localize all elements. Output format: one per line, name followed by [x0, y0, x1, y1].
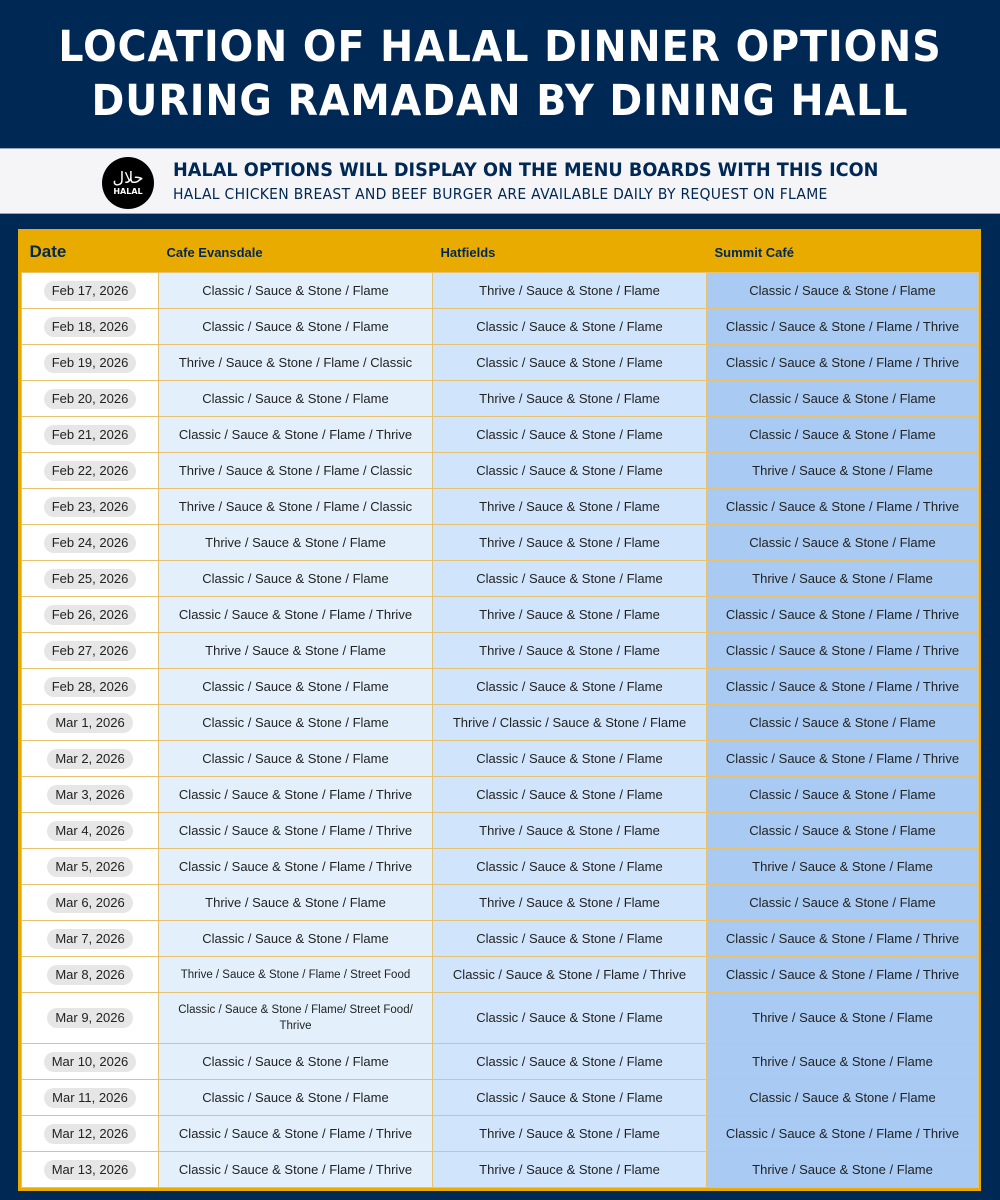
notice-headline: HALAL OPTIONS WILL DISPLAY ON THE MENU BOARDS WITH THIS ICON — [173, 159, 879, 181]
date-cell — [22, 885, 159, 921]
table-row — [22, 525, 979, 561]
date-pill: Mar 9, 2026 — [47, 1008, 132, 1028]
hatfields-cell: Classic / Sauce & Stone / Flame — [433, 993, 707, 1044]
evansdale-cell: Classic / Sauce & Stone / Flame — [159, 741, 433, 777]
table-row — [22, 993, 979, 1044]
date-pill: Mar 12, 2026 — [44, 1124, 137, 1144]
evansdale-cell: Thrive / Sauce & Stone / Flame / Classic — [159, 345, 433, 381]
date-cell — [22, 669, 159, 705]
date-pill: Feb 25, 2026 — [44, 569, 137, 589]
evansdale-cell: Thrive / Sauce & Stone / Flame / Street Food — [159, 957, 433, 993]
summit-cell: Classic / Sauce & Stone / Flame / Thrive — [707, 489, 979, 525]
table-row — [22, 309, 979, 345]
hatfields-cell: Thrive / Sauce & Stone / Flame — [433, 525, 707, 561]
hatfields-cell: Thrive / Sauce & Stone / Flame — [433, 273, 707, 309]
halal-notice — [0, 148, 1000, 214]
date-cell — [22, 453, 159, 489]
table-row — [22, 777, 979, 813]
summit-cell: Classic / Sauce & Stone / Flame — [707, 525, 979, 561]
hatfields-cell: Classic / Sauce & Stone / Flame — [433, 561, 707, 597]
evansdale-cell: Classic / Sauce & Stone / Flame/ Street Food/ Thrive — [159, 993, 433, 1044]
date-cell — [22, 1116, 159, 1152]
date-cell — [22, 381, 159, 417]
evansdale-cell: Classic / Sauce & Stone / Flame / Thrive — [159, 813, 433, 849]
date-cell — [22, 921, 159, 957]
date-cell — [22, 849, 159, 885]
table-row — [22, 633, 979, 669]
summit-cell: Classic / Sauce & Stone / Flame / Thrive — [707, 957, 979, 993]
date-pill: Feb 22, 2026 — [44, 461, 137, 481]
date-pill: Feb 23, 2026 — [44, 497, 137, 517]
evansdale-cell: Thrive / Sauce & Stone / Flame / Classic — [159, 489, 433, 525]
summit-cell: Thrive / Sauce & Stone / Flame — [707, 993, 979, 1044]
date-cell — [22, 561, 159, 597]
halal-icon-label: HALAL — [113, 187, 143, 196]
summit-cell: Classic / Sauce & Stone / Flame — [707, 885, 979, 921]
evansdale-cell: Classic / Sauce & Stone / Flame — [159, 1080, 433, 1116]
hatfields-cell: Classic / Sauce & Stone / Flame — [433, 741, 707, 777]
date-pill: Mar 8, 2026 — [47, 965, 132, 985]
summit-cell: Thrive / Sauce & Stone / Flame — [707, 849, 979, 885]
summit-cell: Thrive / Sauce & Stone / Flame — [707, 1044, 979, 1080]
date-cell — [22, 777, 159, 813]
evansdale-cell: Thrive / Sauce & Stone / Flame — [159, 525, 433, 561]
table-row — [22, 669, 979, 705]
date-cell — [22, 1152, 159, 1188]
date-cell — [22, 993, 159, 1044]
hatfields-cell: Thrive / Sauce & Stone / Flame — [433, 1116, 707, 1152]
table-row — [22, 597, 979, 633]
evansdale-cell: Classic / Sauce & Stone / Flame — [159, 921, 433, 957]
column-header-evansdale: Cafe Evansdale — [159, 232, 433, 273]
evansdale-cell: Classic / Sauce & Stone / Flame — [159, 309, 433, 345]
hatfields-cell: Thrive / Sauce & Stone / Flame — [433, 885, 707, 921]
hatfields-cell: Thrive / Sauce & Stone / Flame — [433, 1152, 707, 1188]
hatfields-cell: Classic / Sauce & Stone / Flame — [433, 345, 707, 381]
hatfields-cell: Classic / Sauce & Stone / Flame — [433, 309, 707, 345]
table-row — [22, 705, 979, 741]
date-pill: Feb 19, 2026 — [44, 353, 137, 373]
date-cell — [22, 489, 159, 525]
evansdale-cell: Classic / Sauce & Stone / Flame — [159, 669, 433, 705]
date-cell — [22, 1044, 159, 1080]
table-row — [22, 957, 979, 993]
summit-cell: Thrive / Sauce & Stone / Flame — [707, 561, 979, 597]
date-pill: Mar 7, 2026 — [47, 929, 132, 949]
column-header-summit: Summit Café — [707, 232, 979, 273]
evansdale-cell: Classic / Sauce & Stone / Flame / Thrive — [159, 1152, 433, 1188]
date-pill: Mar 6, 2026 — [47, 893, 132, 913]
date-pill: Feb 24, 2026 — [44, 533, 137, 553]
halal-icon-arabic: حلال — [112, 168, 144, 187]
date-cell — [22, 273, 159, 309]
hatfields-cell: Classic / Sauce & Stone / Flame — [433, 669, 707, 705]
page-title-line-2: DURING RAMADAN BY DINING HALL — [91, 76, 909, 126]
hatfields-cell: Thrive / Classic / Sauce & Stone / Flame — [433, 705, 707, 741]
summit-cell: Classic / Sauce & Stone / Flame — [707, 1080, 979, 1116]
table-row — [22, 1116, 979, 1152]
summit-cell: Classic / Sauce & Stone / Flame / Thrive — [707, 597, 979, 633]
date-pill: Feb 27, 2026 — [44, 641, 137, 661]
summit-cell: Thrive / Sauce & Stone / Flame — [707, 453, 979, 489]
table-row — [22, 813, 979, 849]
hatfields-cell: Classic / Sauce & Stone / Flame — [433, 453, 707, 489]
hatfields-cell: Classic / Sauce & Stone / Flame — [433, 1080, 707, 1116]
evansdale-cell: Classic / Sauce & Stone / Flame — [159, 705, 433, 741]
column-header-hatfields: Hatfields — [433, 232, 707, 273]
hatfields-cell: Classic / Sauce & Stone / Flame — [433, 777, 707, 813]
dining-schedule-table — [18, 229, 981, 1191]
table-row — [22, 741, 979, 777]
date-cell — [22, 1080, 159, 1116]
halal-icon — [102, 157, 154, 209]
summit-cell: Classic / Sauce & Stone / Flame / Thrive — [707, 633, 979, 669]
summit-cell: Classic / Sauce & Stone / Flame / Thrive — [707, 741, 979, 777]
summit-cell: Classic / Sauce & Stone / Flame / Thrive — [707, 921, 979, 957]
date-cell — [22, 525, 159, 561]
date-pill: Mar 10, 2026 — [44, 1052, 137, 1072]
date-cell — [22, 813, 159, 849]
table-row — [22, 417, 979, 453]
notice-subline: HALAL CHICKEN BREAST AND BEEF BURGER ARE AVAILABLE DAILY BY REQUEST ON FLAME — [173, 185, 828, 203]
hatfields-cell: Thrive / Sauce & Stone / Flame — [433, 813, 707, 849]
hatfields-cell: Classic / Sauce & Stone / Flame — [433, 921, 707, 957]
evansdale-cell: Classic / Sauce & Stone / Flame / Thrive — [159, 849, 433, 885]
summit-cell: Classic / Sauce & Stone / Flame / Thrive — [707, 1116, 979, 1152]
date-cell — [22, 345, 159, 381]
hatfields-cell: Classic / Sauce & Stone / Flame — [433, 1044, 707, 1080]
date-cell — [22, 309, 159, 345]
date-pill: Mar 11, 2026 — [44, 1088, 136, 1108]
table-row — [22, 849, 979, 885]
summit-cell: Classic / Sauce & Stone / Flame — [707, 273, 979, 309]
hatfields-cell: Thrive / Sauce & Stone / Flame — [433, 633, 707, 669]
hatfields-cell: Classic / Sauce & Stone / Flame — [433, 849, 707, 885]
summit-cell: Classic / Sauce & Stone / Flame / Thrive — [707, 345, 979, 381]
evansdale-cell: Thrive / Sauce & Stone / Flame — [159, 633, 433, 669]
table-row — [22, 489, 979, 525]
table-row — [22, 381, 979, 417]
hatfields-cell: Classic / Sauce & Stone / Flame — [433, 417, 707, 453]
table-row — [22, 885, 979, 921]
date-pill: Feb 21, 2026 — [44, 425, 137, 445]
table-row — [22, 1044, 979, 1080]
table-row — [22, 345, 979, 381]
date-pill: Mar 13, 2026 — [44, 1160, 137, 1180]
date-cell — [22, 705, 159, 741]
summit-cell: Classic / Sauce & Stone / Flame — [707, 813, 979, 849]
date-pill: Feb 26, 2026 — [44, 605, 137, 625]
date-cell — [22, 633, 159, 669]
table-row — [22, 921, 979, 957]
summit-cell: Classic / Sauce & Stone / Flame — [707, 777, 979, 813]
table-header-row — [22, 232, 979, 273]
evansdale-cell: Classic / Sauce & Stone / Flame — [159, 561, 433, 597]
table-row — [22, 1152, 979, 1188]
summit-cell: Classic / Sauce & Stone / Flame — [707, 705, 979, 741]
hatfields-cell: Classic / Sauce & Stone / Flame / Thrive — [433, 957, 707, 993]
date-pill: Mar 4, 2026 — [47, 821, 132, 841]
date-pill: Mar 5, 2026 — [47, 857, 132, 877]
date-pill: Feb 20, 2026 — [44, 389, 137, 409]
date-cell — [22, 741, 159, 777]
evansdale-cell: Thrive / Sauce & Stone / Flame — [159, 885, 433, 921]
evansdale-cell: Classic / Sauce & Stone / Flame — [159, 381, 433, 417]
summit-cell: Classic / Sauce & Stone / Flame / Thrive — [707, 669, 979, 705]
evansdale-cell: Classic / Sauce & Stone / Flame / Thrive — [159, 777, 433, 813]
hatfields-cell: Thrive / Sauce & Stone / Flame — [433, 381, 707, 417]
date-cell — [22, 957, 159, 993]
column-header-date: Date — [22, 232, 159, 273]
summit-cell: Classic / Sauce & Stone / Flame — [707, 381, 979, 417]
summit-cell: Thrive / Sauce & Stone / Flame — [707, 1152, 979, 1188]
table-row — [22, 273, 979, 309]
title-banner — [0, 0, 1000, 148]
table-row — [22, 1080, 979, 1116]
date-pill: Feb 17, 2026 — [44, 281, 137, 301]
date-cell — [22, 417, 159, 453]
date-pill: Mar 1, 2026 — [47, 713, 132, 733]
summit-cell: Classic / Sauce & Stone / Flame / Thrive — [707, 309, 979, 345]
evansdale-cell: Classic / Sauce & Stone / Flame — [159, 1044, 433, 1080]
evansdale-cell: Thrive / Sauce & Stone / Flame / Classic — [159, 453, 433, 489]
summit-cell: Classic / Sauce & Stone / Flame — [707, 417, 979, 453]
evansdale-cell: Classic / Sauce & Stone / Flame / Thrive — [159, 417, 433, 453]
evansdale-cell: Classic / Sauce & Stone / Flame — [159, 273, 433, 309]
hatfields-cell: Thrive / Sauce & Stone / Flame — [433, 597, 707, 633]
table-row — [22, 561, 979, 597]
table-row — [22, 453, 979, 489]
hatfields-cell: Thrive / Sauce & Stone / Flame — [433, 489, 707, 525]
date-cell — [22, 597, 159, 633]
evansdale-cell: Classic / Sauce & Stone / Flame / Thrive — [159, 597, 433, 633]
date-pill: Mar 2, 2026 — [47, 749, 132, 769]
evansdale-cell: Classic / Sauce & Stone / Flame / Thrive — [159, 1116, 433, 1152]
date-pill: Feb 28, 2026 — [44, 677, 137, 697]
date-pill: Feb 18, 2026 — [44, 317, 137, 337]
page-title-line-1: LOCATION OF HALAL DINNER OPTIONS — [58, 22, 942, 72]
date-pill: Mar 3, 2026 — [47, 785, 132, 805]
